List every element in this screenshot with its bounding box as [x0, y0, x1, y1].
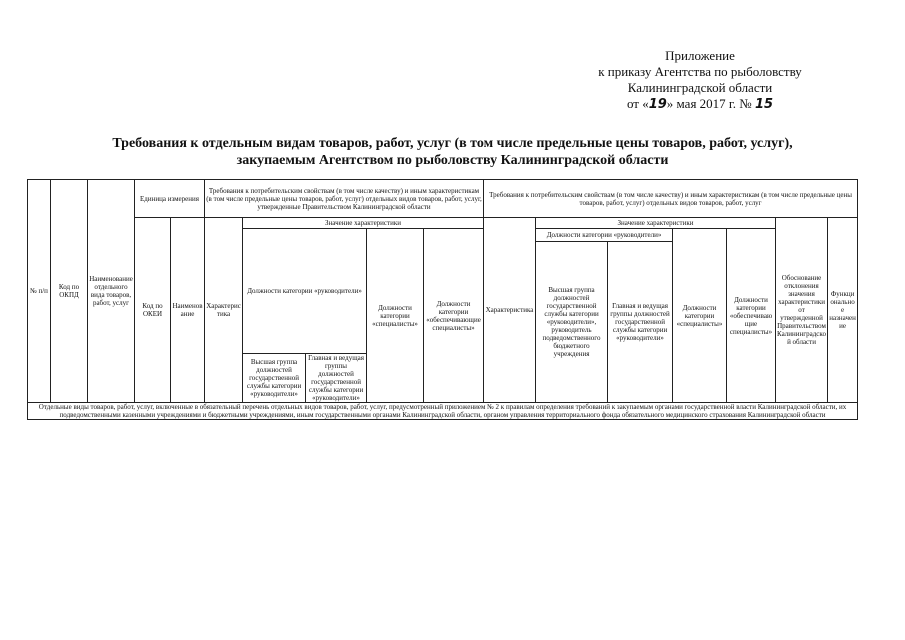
header-function: Функциональное назначение: [828, 218, 858, 403]
header-gov-main-group: Главная и ведущая группы должностей государственной службы категории «руководители»: [306, 354, 367, 403]
header-agency-main-group: Главная и ведущая группы должностей государственной службы категории «руководители»: [608, 242, 673, 403]
date-prefix: от «: [626, 96, 649, 111]
header-unit: Единица измерения: [135, 180, 205, 218]
header-gov-specialists: Должности категории «специалисты»: [367, 229, 424, 403]
date-middle: » мая 2017 г. №: [666, 96, 752, 111]
handwritten-day: 19: [648, 97, 667, 112]
header-okei-code: Код по ОКЕИ: [135, 218, 171, 403]
appendix-line1: Приложение: [665, 48, 735, 63]
appendix-line3: Калининградской области: [627, 80, 773, 95]
appendix-line2: к приказу Агентства по рыболовству: [598, 64, 802, 79]
header-agency-characteristic: Характеристика: [484, 218, 536, 403]
header-gov-top-group: Высшая группа должностей государственной службы категории «руководители»: [243, 354, 306, 403]
header-gov-requirements: Требования к потребительским свойствам (в том числе качеству) и иным характеристикам (в том числе предельные цены товаров, работ, услуг) отдельных видов товаров, работ, услуг, утвержденные Правительством Калининградской области: [205, 180, 484, 218]
appendix-date: [560, 96, 840, 113]
header-unit-name: Наименование: [171, 218, 205, 403]
table-footer-note: Отдельные виды товаров, работ, услуг, включенные в обязательный перечень отдельных видов товаров, работ, услуг, предусмотренный приложением № 2 к правилам определения требований к закупаемым органами государственной власти Калининградской области, их подведомственными казенными учреждениями и бюджетными учреждениями, иным государственными органами Калининградской области, органом управления территориального фонда обязательного медицинского страхования Калининградской области: [28, 403, 858, 420]
header-agency-specialists: Должности категории «специалисты»: [673, 229, 727, 403]
header-agency-leaders: Должности категории «руководители»: [536, 229, 673, 242]
header-agency-requirements: Требования к потребительским свойствам (в том числе качеству) и иным характеристикам (в том числе предельные цены товаров, работ, услуг) отдельных видов товаров, работ, услуг: [484, 180, 858, 218]
header-gov-support: Должности категории «обеспечивающие специалисты»: [424, 229, 484, 403]
appendix-header: [560, 48, 840, 113]
title-line1: Требования к отдельным видам товаров, работ, услуг (в том числе предельные цены товаров, работ, услуг),: [112, 136, 793, 151]
document-title: [40, 135, 865, 169]
header-agency-support: Должности категории «обеспечивающие специалисты»: [727, 229, 776, 403]
header-gov-characteristic: Характеристика: [205, 218, 243, 403]
header-gov-values: Значение характеристики: [243, 218, 484, 229]
requirements-table: [27, 179, 858, 420]
header-justification: Обоснование отклонения значения характеристики от утвержденной Правительством Калининградской области: [776, 218, 828, 403]
header-gov-leaders: Должности категории «руководители»: [243, 229, 367, 354]
header-agency-values: Значение характеристики: [536, 218, 776, 229]
header-name: Наименование отдельного вида товаров, работ, услуг: [88, 180, 135, 403]
title-line2: закупаемым Агентством по рыболовству Калининградской области: [236, 153, 669, 168]
header-agency-top-group: Высшая группа должностей государственной службы категории «руководители», руководитель подведомственного бюджетного учреждения: [536, 242, 608, 403]
handwritten-number: 15: [754, 97, 774, 112]
header-okpd: Код по ОКПД: [51, 180, 88, 403]
header-num: № п/п: [28, 180, 51, 403]
